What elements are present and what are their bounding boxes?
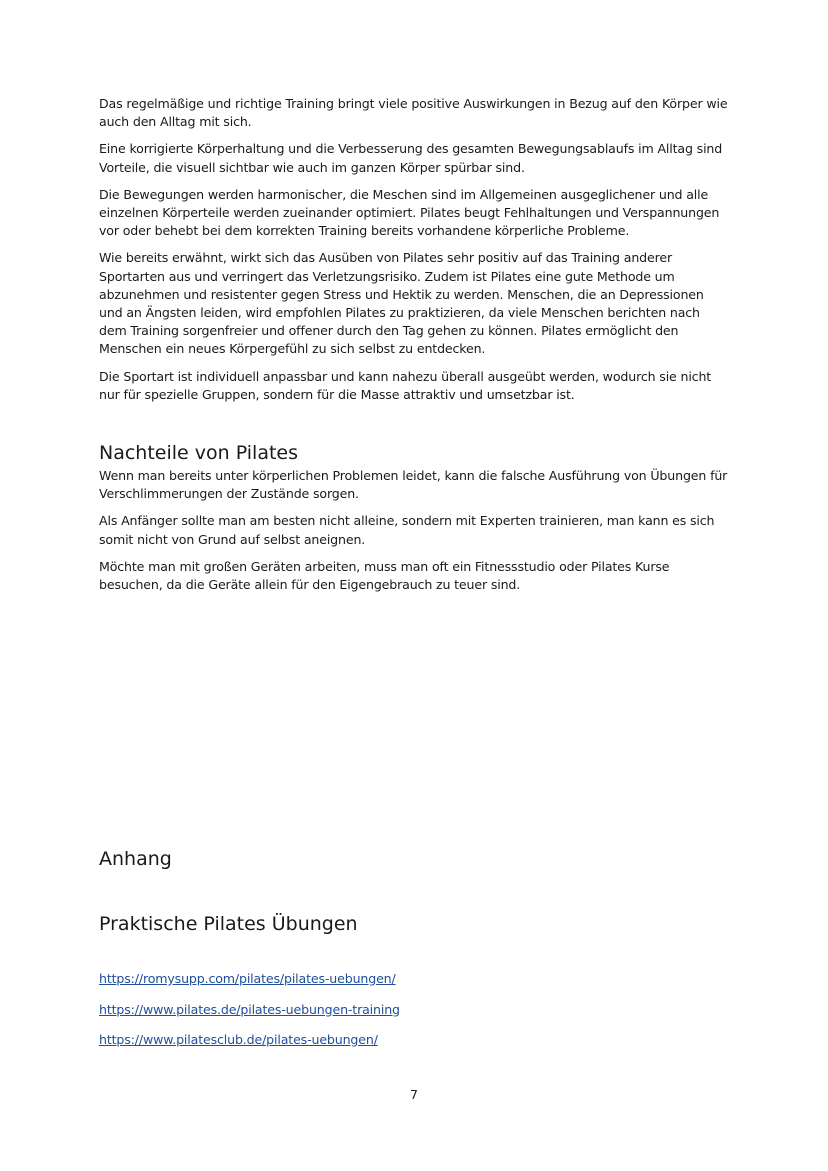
- heading-nachteile: Nachteile von Pilates: [99, 442, 298, 465]
- paragraph-cons-2: Als Anfänger sollte man am besten nicht alleine, sondern mit Experten trainieren, man kann es sich somit nicht von Grund auf selbst aneignen.: [99, 513, 715, 547]
- paragraph-pros-4: Wie bereits erwähnt, wirkt sich das Ausüben von Pilates sehr positiv auf das Training anderer Sportarten aus und verringert das Verletzungsrisiko. Zudem ist Pilates eine gute Methode um abzunehmen und resistenter gegen Stress und Hektik zu werden. Menschen, die an Depressionen und an Ängsten leiden, wird empfohlen Pilates zu praktizieren, da viele Menschen berichten nach dem Training sorgenfreier und offener durch den Tag gehen zu können. Pilates ermöglicht den Menschen ein neues Körpergefühl zu sich selbst zu entdecken.: [99, 250, 704, 357]
- paragraph-pros-1: Das regelmäßige und richtige Training bringt viele positive Auswirkungen in Bezug auf den Körper wie auch den Alltag mit sich.: [99, 96, 728, 130]
- paragraph-cons-1: Wenn man bereits unter körperlichen Problemen leidet, kann die falsche Ausführung von Übungen für Verschlimmerungen der Zustände sorgen.: [99, 468, 728, 502]
- paragraph-pros-3: Die Bewegungen werden harmonischer, die Meschen sind im Allgemeinen ausgeglichener und alle einzelnen Körperteile werden zueinander optimiert. Pilates beugt Fehlhaltungen und Verspannungen vor oder behebt bei dem korrekten Training bereits vorhandene körperliche Probleme.: [99, 186, 720, 239]
- main-content: [99, 95, 731, 603]
- link-list: [99, 970, 400, 1062]
- heading-anhang: Anhang: [99, 848, 172, 870]
- heading-praktische-uebungen: Praktische Pilates Übungen: [99, 913, 358, 935]
- link-romysupp[interactable]: https://romysupp.com/pilates/pilates-uebungen/: [99, 971, 396, 986]
- link-pilates-de[interactable]: https://www.pilates.de/pilates-uebungen-training: [99, 1001, 400, 1017]
- page-number: 7: [409, 1087, 418, 1102]
- paragraph-pros-5: Die Sportart ist individuell anpassbar und kann nahezu überall ausgeübt werden, wodurch sie nicht nur für spezielle Gruppen, sondern für die Masse attraktiv und umsetzbar ist.: [99, 368, 712, 402]
- paragraph-cons-3: Möchte man mit großen Geräten arbeiten, muss man oft ein Fitnessstudio oder Pilates Kurse besuchen, da die Geräte allein für den Eigengebrauch zu teuer sind.: [99, 558, 670, 593]
- paragraph-pros-2: Eine korrigierte Körperhaltung und die Verbesserung des gesamten Bewegungsablaufs im Alltag sind Vorteile, die visuell sichtbar wie auch im ganzen Körper spürbar sind.: [99, 141, 723, 175]
- link-pilatesclub[interactable]: https://www.pilatesclub.de/pilates-uebungen/: [99, 1032, 378, 1047]
